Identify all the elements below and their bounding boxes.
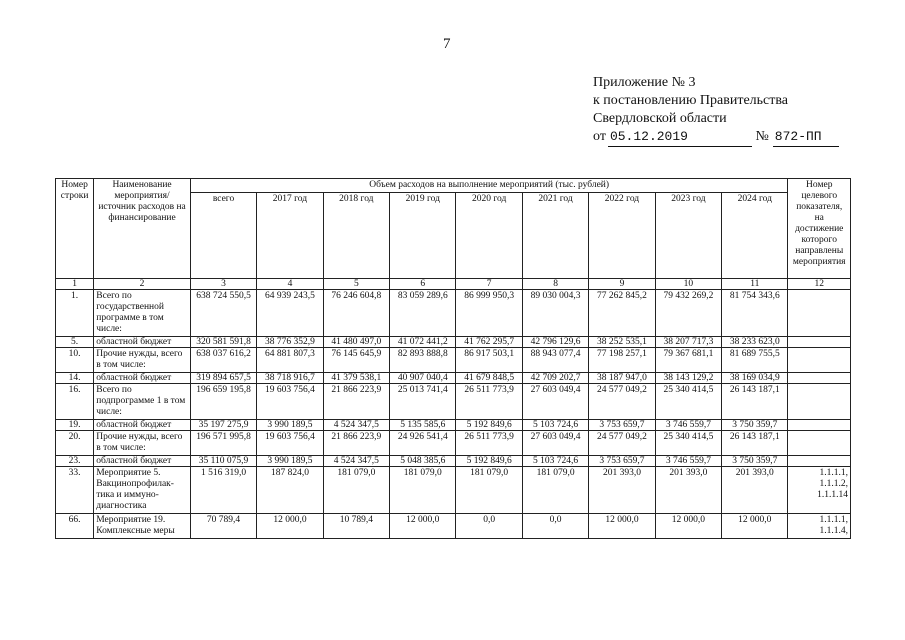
- row-value: 26 511 773,9: [456, 431, 522, 456]
- row-value: 12 000,0: [655, 514, 721, 539]
- row-value: 21 866 223,9: [323, 431, 389, 456]
- row-value: 24 926 541,4: [390, 431, 456, 456]
- row-value: 5 103 724,6: [522, 420, 588, 431]
- header-year: 2021 год: [522, 193, 588, 279]
- row-value: 4 524 347,5: [323, 456, 389, 467]
- table-row: [56, 384, 851, 420]
- row-value: 5 135 585,6: [390, 420, 456, 431]
- row-value: 41 379 538,1: [323, 373, 389, 384]
- row-value: 35 197 275,9: [190, 420, 256, 431]
- row-value: 70 789,4: [190, 514, 256, 539]
- row-value: 5 192 849,6: [456, 420, 522, 431]
- column-index: 7: [456, 279, 522, 290]
- row-value: 181 079,0: [390, 467, 456, 514]
- row-value: 24 577 049,2: [589, 384, 655, 420]
- row-target: [788, 348, 851, 373]
- column-index: 9: [589, 279, 655, 290]
- row-name: Мероприятие 5. Вакцинопрофилак-тика и иммуно-диагностика: [94, 467, 191, 514]
- row-value: 19 603 756,4: [257, 431, 323, 456]
- row-name: областной бюджет: [94, 373, 191, 384]
- number-label: №: [755, 129, 769, 144]
- column-index: 3: [190, 279, 256, 290]
- row-value: 38 718 916,7: [257, 373, 323, 384]
- row-number: 16.: [56, 384, 94, 420]
- row-target: [788, 456, 851, 467]
- table-row: [56, 420, 851, 431]
- column-index: 2: [94, 279, 191, 290]
- row-value: 201 393,0: [722, 467, 788, 514]
- row-value: 38 233 623,0: [722, 337, 788, 348]
- row-value: 42 709 202,7: [522, 373, 588, 384]
- row-value: 0,0: [456, 514, 522, 539]
- row-name: областной бюджет: [94, 456, 191, 467]
- row-target: [788, 384, 851, 420]
- annex-header: [593, 74, 839, 147]
- row-value: 196 659 195,8: [190, 384, 256, 420]
- row-value: 38 776 352,9: [257, 337, 323, 348]
- row-value: 76 145 645,9: [323, 348, 389, 373]
- row-value: 26 143 187,1: [722, 384, 788, 420]
- row-number: 1.: [56, 290, 94, 337]
- row-value: 27 603 049,4: [522, 431, 588, 456]
- row-value: 38 207 717,3: [655, 337, 721, 348]
- column-index: 6: [390, 279, 456, 290]
- row-value: 38 252 535,1: [589, 337, 655, 348]
- row-value: 196 571 995,8: [190, 431, 256, 456]
- row-value: 3 750 359,7: [722, 420, 788, 431]
- row-value: 187 824,0: [257, 467, 323, 514]
- row-value: 88 943 077,4: [522, 348, 588, 373]
- row-value: 21 866 223,9: [323, 384, 389, 420]
- table-row: [56, 431, 851, 456]
- row-value: 76 246 604,8: [323, 290, 389, 337]
- row-value: 3 990 189,5: [257, 420, 323, 431]
- row-value: 26 511 773,9: [456, 384, 522, 420]
- row-value: 86 917 503,1: [456, 348, 522, 373]
- decree-date: 05.12.2019: [608, 128, 752, 147]
- column-index: 4: [257, 279, 323, 290]
- row-name: Всего по подпрограмме 1 в том числе:: [94, 384, 191, 420]
- expenditure-table: [55, 178, 851, 539]
- column-index: 5: [323, 279, 389, 290]
- row-value: 201 393,0: [589, 467, 655, 514]
- row-value: 40 907 040,4: [390, 373, 456, 384]
- row-value: 0,0: [522, 514, 588, 539]
- row-value: 77 262 845,2: [589, 290, 655, 337]
- row-number: 23.: [56, 456, 94, 467]
- column-index: 11: [722, 279, 788, 290]
- row-value: 1 516 319,0: [190, 467, 256, 514]
- row-value: 319 894 657,5: [190, 373, 256, 384]
- annex-subtitle: к постановлению Правительства: [593, 93, 789, 108]
- row-value: 83 059 289,6: [390, 290, 456, 337]
- row-value: 638 724 550,5: [190, 290, 256, 337]
- header-row-group: [56, 179, 851, 193]
- header-year: 2018 год: [323, 193, 389, 279]
- row-value: 41 480 497,0: [323, 337, 389, 348]
- row-name: Прочие нужды, всего в том числе:: [94, 431, 191, 456]
- row-target: 1.1.1.1, 1.1.1.4,: [788, 514, 851, 539]
- row-name: Всего по государственной программе в том числе:: [94, 290, 191, 337]
- row-name: Мероприятие 19. Комплексные меры: [94, 514, 191, 539]
- row-value: 638 037 616,2: [190, 348, 256, 373]
- annex-title: Приложение № 3: [593, 75, 696, 90]
- row-value: 27 603 049,4: [522, 384, 588, 420]
- row-value: 86 999 950,3: [456, 290, 522, 337]
- header-year: 2024 год: [722, 193, 788, 279]
- row-number: 33.: [56, 467, 94, 514]
- annex-date-line: [593, 128, 839, 147]
- row-value: 25 340 414,5: [655, 384, 721, 420]
- row-target: 1.1.1.1, 1.1.1.2, 1.1.1.14: [788, 467, 851, 514]
- row-value: 81 754 343,6: [722, 290, 788, 337]
- annex-authority: Свердловской области: [593, 111, 727, 126]
- row-value: 12 000,0: [589, 514, 655, 539]
- from-label: от: [593, 129, 606, 144]
- row-value: 5 048 385,6: [390, 456, 456, 467]
- row-name: областной бюджет: [94, 420, 191, 431]
- header-year: 2023 год: [655, 193, 721, 279]
- header-year: 2019 год: [390, 193, 456, 279]
- row-value: 82 893 888,8: [390, 348, 456, 373]
- row-value: 64 939 243,5: [257, 290, 323, 337]
- row-value: 5 192 849,6: [456, 456, 522, 467]
- row-value: 79 432 269,2: [655, 290, 721, 337]
- table-row: [56, 467, 851, 514]
- row-value: 181 079,0: [456, 467, 522, 514]
- header-target: Номер целевого показателя, на достижение которого направлены мероприятия: [788, 179, 851, 279]
- row-value: 3 746 559,7: [655, 456, 721, 467]
- row-value: 10 789,4: [323, 514, 389, 539]
- table-row: [56, 290, 851, 337]
- row-value: 79 367 681,1: [655, 348, 721, 373]
- table-row: [56, 456, 851, 467]
- row-value: 3 990 189,5: [257, 456, 323, 467]
- header-year: 2017 год: [257, 193, 323, 279]
- row-number: 19.: [56, 420, 94, 431]
- header-year: 2022 год: [589, 193, 655, 279]
- column-index: 1: [56, 279, 94, 290]
- header-row-no: Номер строки: [56, 179, 94, 279]
- row-value: 5 103 724,6: [522, 456, 588, 467]
- row-value: 12 000,0: [390, 514, 456, 539]
- row-value: 42 796 129,6: [522, 337, 588, 348]
- row-value: 41 679 848,5: [456, 373, 522, 384]
- table-row: [56, 337, 851, 348]
- row-number: 14.: [56, 373, 94, 384]
- row-value: 35 110 075,9: [190, 456, 256, 467]
- table-row: [56, 373, 851, 384]
- row-value: 3 753 659,7: [589, 420, 655, 431]
- row-name: Прочие нужды, всего в том числе:: [94, 348, 191, 373]
- row-target: [788, 373, 851, 384]
- column-index: 12: [788, 279, 851, 290]
- row-target: [788, 420, 851, 431]
- row-number: 20.: [56, 431, 94, 456]
- header-volume-group: Объем расходов на выполнение мероприятий (тыс. рублей): [190, 179, 788, 193]
- row-value: 38 143 129,2: [655, 373, 721, 384]
- header-name: Наименование мероприятия/ источник расходов на финансирование: [94, 179, 191, 279]
- row-value: 12 000,0: [722, 514, 788, 539]
- row-value: 41 072 441,2: [390, 337, 456, 348]
- row-value: 181 079,0: [323, 467, 389, 514]
- row-number: 10.: [56, 348, 94, 373]
- table-row: [56, 514, 851, 539]
- row-number: 66.: [56, 514, 94, 539]
- decree-number: 872-ПП: [773, 128, 839, 147]
- row-value: 181 079,0: [522, 467, 588, 514]
- row-name: областной бюджет: [94, 337, 191, 348]
- row-target: [788, 337, 851, 348]
- row-value: 38 169 034,9: [722, 373, 788, 384]
- row-value: 201 393,0: [655, 467, 721, 514]
- row-value: 81 689 755,5: [722, 348, 788, 373]
- row-value: 77 198 257,1: [589, 348, 655, 373]
- header-year: 2020 год: [456, 193, 522, 279]
- row-value: 3 750 359,7: [722, 456, 788, 467]
- row-target: [788, 431, 851, 456]
- table-row: [56, 348, 851, 373]
- row-value: 4 524 347,5: [323, 420, 389, 431]
- column-index: 8: [522, 279, 588, 290]
- table-body: [56, 290, 851, 539]
- row-value: 25 013 741,4: [390, 384, 456, 420]
- row-number: 5.: [56, 337, 94, 348]
- row-value: 24 577 049,2: [589, 431, 655, 456]
- row-target: [788, 290, 851, 337]
- row-value: 3 746 559,7: [655, 420, 721, 431]
- row-value: 64 881 807,3: [257, 348, 323, 373]
- row-value: 38 187 947,0: [589, 373, 655, 384]
- row-value: 89 030 004,3: [522, 290, 588, 337]
- row-value: 41 762 295,7: [456, 337, 522, 348]
- row-value: 12 000,0: [257, 514, 323, 539]
- header-total: всего: [190, 193, 256, 279]
- page-number: 7: [443, 36, 451, 52]
- row-value: 25 340 414,5: [655, 431, 721, 456]
- row-value: 320 581 591,8: [190, 337, 256, 348]
- row-value: 19 603 756,4: [257, 384, 323, 420]
- row-value: 3 753 659,7: [589, 456, 655, 467]
- column-index: 10: [655, 279, 721, 290]
- column-index-row: [56, 279, 851, 290]
- row-value: 26 143 187,1: [722, 431, 788, 456]
